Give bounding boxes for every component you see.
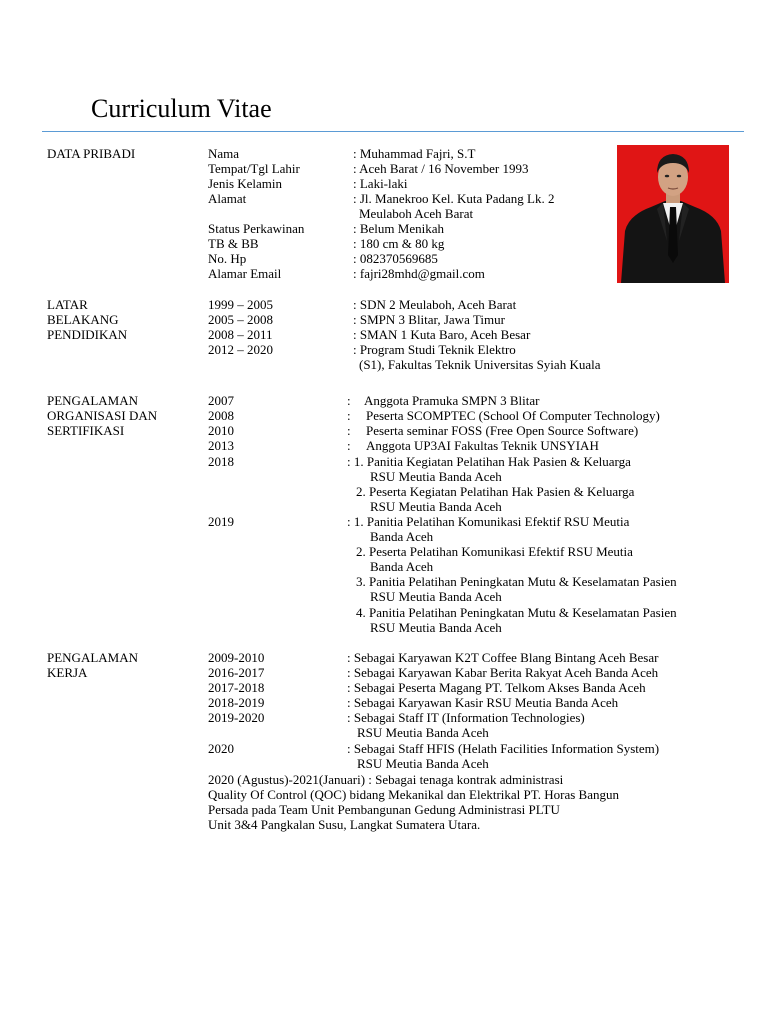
org-2018-line: RSU Meutia Banda Aceh bbox=[370, 499, 502, 514]
org-item: Peserta seminar FOSS (Free Open Source Software) bbox=[366, 423, 639, 438]
work-paragraph-line: Quality Of Control (QOC) bidang Mekanikal dan Elektrikal PT. Horas Bangun bbox=[208, 787, 619, 802]
org-2018-line: : 1. Panitia Kegiatan Pelatihan Hak Pasien & Keluarga bbox=[347, 454, 631, 469]
work-paragraph-line: 2020 (Agustus)-2021(Januari) : Sebagai tenaga kontrak administrasi bbox=[208, 772, 564, 787]
org-colon: : bbox=[347, 423, 351, 438]
field-value-tb-bb: : 180 cm & 80 kg bbox=[353, 236, 445, 251]
org-2019-line: Banda Aceh bbox=[370, 529, 434, 544]
section-heading-pendidikan-3: PENDIDIKAN bbox=[47, 327, 128, 342]
field-label-status: Status Perkawinan bbox=[208, 221, 305, 236]
org-item: Peserta SCOMPTEC (School Of Computer Technology) bbox=[366, 408, 660, 423]
org-year-2019: 2019 bbox=[208, 514, 234, 529]
section-heading-pendidikan-1: LATAR bbox=[47, 297, 88, 312]
work-item: : Sebagai Staff HFIS (Helath Facilities Information System) bbox=[347, 741, 660, 756]
section-heading-kerja-1: PENGALAMAN bbox=[47, 650, 138, 665]
edu-year: 2012 – 2020 bbox=[208, 342, 273, 357]
section-heading-organisasi-1: PENGALAMAN bbox=[47, 393, 138, 408]
section-heading-data-pribadi: DATA PRIBADI bbox=[47, 146, 136, 161]
org-year: 2013 bbox=[208, 438, 234, 453]
org-2018-line: 2. Peserta Kegiatan Pelatihan Hak Pasien & Keluarga bbox=[356, 484, 635, 499]
org-year: 2007 bbox=[208, 393, 234, 408]
field-label-nama: Nama bbox=[208, 146, 240, 161]
edu-school: : Program Studi Teknik Elektro bbox=[353, 342, 516, 357]
org-item: Anggota Pramuka SMPN 3 Blitar bbox=[364, 393, 540, 408]
work-item-line2: RSU Meutia Banda Aceh bbox=[357, 756, 489, 771]
profile-photo bbox=[617, 145, 729, 283]
work-year: 2018-2019 bbox=[208, 695, 265, 710]
edu-year: 2008 – 2011 bbox=[208, 327, 273, 342]
work-item: : Sebagai Karyawan Kasir RSU Meutia Banda Aceh bbox=[347, 695, 619, 710]
org-colon: : bbox=[347, 438, 351, 453]
section-heading-pendidikan-2: BELAKANG bbox=[47, 312, 119, 327]
field-value-status: : Belum Menikah bbox=[353, 221, 444, 236]
org-2019-line: 4. Panitia Pelatihan Peningkatan Mutu & Keselamatan Pasien bbox=[356, 605, 677, 620]
work-item: : Sebagai Karyawan Kabar Berita Rakyat Aceh Banda Aceh bbox=[347, 665, 659, 680]
edu-year: 2005 – 2008 bbox=[208, 312, 273, 327]
org-2019-line: 2. Peserta Pelatihan Komunikasi Efektif RSU Meutia bbox=[356, 544, 633, 559]
org-year: 2008 bbox=[208, 408, 234, 423]
org-2019-line: 3. Panitia Pelatihan Peningkatan Mutu & Keselamatan Pasien bbox=[356, 574, 677, 589]
org-2019-line: RSU Meutia Banda Aceh bbox=[370, 620, 502, 635]
title-divider bbox=[42, 131, 744, 132]
field-value-nama: : Muhammad Fajri, S.T bbox=[353, 146, 476, 161]
field-label-tb-bb: TB & BB bbox=[208, 236, 259, 251]
work-year: 2020 bbox=[208, 741, 234, 756]
section-heading-organisasi-2: ORGANISASI DAN bbox=[47, 408, 158, 423]
org-item: Anggota UP3AI Fakultas Teknik UNSYIAH bbox=[366, 438, 599, 453]
edu-year: 1999 – 2005 bbox=[208, 297, 273, 312]
org-colon: : bbox=[347, 393, 351, 408]
org-colon: : bbox=[347, 408, 351, 423]
field-value-email: : fajri28mhd@gmail.com bbox=[353, 266, 485, 281]
section-heading-kerja-2: KERJA bbox=[47, 665, 88, 680]
page-title: Curriculum Vitae bbox=[91, 94, 272, 123]
field-value-tempat-lahir: : Aceh Barat / 16 November 1993 bbox=[353, 161, 529, 176]
work-item: : Sebagai Karyawan K2T Coffee Blang Bintang Aceh Besar bbox=[347, 650, 659, 665]
field-label-email: Alamar Email bbox=[208, 266, 282, 281]
field-label-alamat: Alamat bbox=[208, 191, 247, 206]
work-item: : Sebagai Peserta Magang PT. Telkom Akses Banda Aceh bbox=[347, 680, 646, 695]
edu-school-line2: (S1), Fakultas Teknik Universitas Syiah Kuala bbox=[359, 357, 601, 372]
work-item: : Sebagai Staff IT (Information Technologies) bbox=[347, 710, 585, 725]
org-year: 2010 bbox=[208, 423, 234, 438]
work-year: 2009-2010 bbox=[208, 650, 265, 665]
field-value-no-hp: : 082370569685 bbox=[353, 251, 438, 266]
field-value-alamat-line2: Meulaboh Aceh Barat bbox=[359, 206, 474, 221]
work-year: 2019-2020 bbox=[208, 710, 265, 725]
section-heading-organisasi-3: SERTIFIKASI bbox=[47, 423, 125, 438]
org-2018-line: RSU Meutia Banda Aceh bbox=[370, 469, 502, 484]
work-item-line2: RSU Meutia Banda Aceh bbox=[357, 725, 489, 740]
field-label-no-hp: No. Hp bbox=[208, 251, 247, 266]
org-2019-line: RSU Meutia Banda Aceh bbox=[370, 589, 502, 604]
field-value-jenis-kelamin: : Laki-laki bbox=[353, 176, 408, 191]
org-year-2018: 2018 bbox=[208, 454, 234, 469]
field-label-tempat-lahir: Tempat/Tgl Lahir bbox=[208, 161, 300, 176]
field-label-jenis-kelamin: Jenis Kelamin bbox=[208, 176, 283, 191]
field-value-alamat: : Jl. Manekroo Kel. Kuta Padang Lk. 2 bbox=[353, 191, 555, 206]
work-year: 2016-2017 bbox=[208, 665, 265, 680]
work-paragraph-line: Persada pada Team Unit Pembangunan Gedung Administrasi PLTU bbox=[208, 802, 560, 817]
org-2019-line: : 1. Panitia Pelatihan Komunikasi Efektif RSU Meutia bbox=[347, 514, 630, 529]
org-2019-line: Banda Aceh bbox=[370, 559, 434, 574]
work-paragraph-line: Unit 3&4 Pangkalan Susu, Langkat Sumatera Utara. bbox=[208, 817, 481, 832]
edu-school: : SMAN 1 Kuta Baro, Aceh Besar bbox=[353, 327, 531, 342]
edu-school: : SDN 2 Meulaboh, Aceh Barat bbox=[353, 297, 517, 312]
edu-school: : SMPN 3 Blitar, Jawa Timur bbox=[353, 312, 505, 327]
work-year: 2017-2018 bbox=[208, 680, 265, 695]
